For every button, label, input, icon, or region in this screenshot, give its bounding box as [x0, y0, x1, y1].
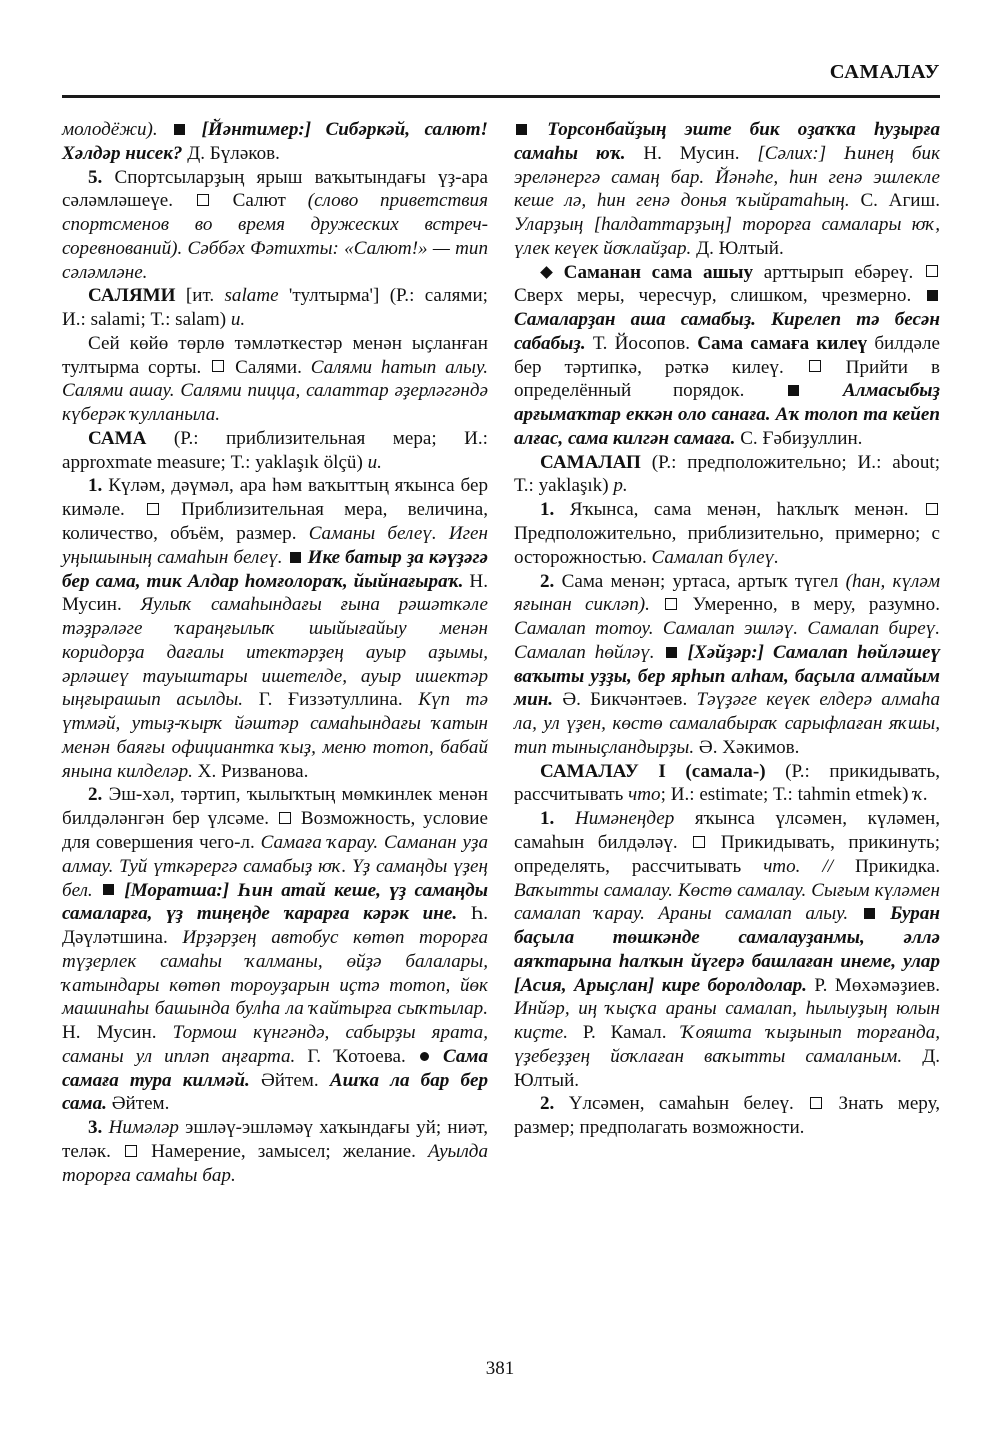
filled-square-marker-icon	[174, 124, 185, 135]
samalap-sense-2	[514, 570, 940, 760]
idiom-definition: билдәле бер тәртипкә, рәткә килеү.	[514, 332, 940, 378]
citation-source: Н. Мусин.	[62, 1022, 157, 1044]
citation-source: Д. Юлтый.	[514, 1045, 940, 1091]
sense-russian-gloss-italic: что.	[763, 855, 801, 877]
entry-samalap	[514, 451, 940, 499]
sense-examples: Саманы белеү. Иген уңышының самаһын белеү.	[62, 523, 489, 568]
examples: Салями һатып алыу. Салями ашау. Салями пицца, салаттар әҙерләгәндә күберәк ҡулланыла.	[62, 356, 489, 426]
sense-definition: эшләү-эшләмәү хаҡындағы уй; ниәт, теләк.	[62, 1117, 488, 1162]
sense-russian-gloss-paren: (слово приветствия спортсменов во время дружеских встреч-соревнований).	[62, 190, 488, 259]
sense-number: 2.	[540, 1093, 555, 1115]
open-square-marker-icon	[926, 503, 938, 515]
citation-text: Яулыҡ самаһындағы ғына рәшәткәле тәҙрәләге ҡараңғылыҡ шыйығайыу менән коридорҙа дағалы итектәрҙең ауыр аҙымы, әрләшеү тауыштары ишетелде, ауыр ишектәр ыңғырашып асылды.	[62, 594, 488, 711]
open-square-marker-icon	[147, 503, 159, 515]
idiom-phrase: Саманан сама ашыу	[563, 261, 754, 283]
sense-definition: Эш-хәл, тәртип, ҡылыҡтың мөмкинлек менән билдәләнгән бер үлсәме.	[62, 784, 488, 830]
sense-5-paragraph	[62, 166, 488, 285]
open-square-marker-icon	[693, 836, 705, 848]
citation-text: Күп тә үтмәй, утыҙ-ҡырҡ йәштәр самаһындағы ҡатын менән баяғы официантка ҡыҙ, меню тотоп, бабай янына килделәр.	[62, 689, 488, 782]
russian-gloss: Салями.	[235, 356, 302, 378]
equivalents: (Р.: приблизительная мера; И.: approxmate measure; Т.: yaklaşık ölçü)	[62, 427, 488, 473]
open-square-marker-icon	[212, 360, 224, 372]
carryover-citation-text: [Йәнтимер:] Сибәркәй, салют! Хәлдәр нисек?	[62, 119, 488, 164]
carryover-citation-source: Д. Бүләков.	[187, 142, 280, 164]
citation-source: Р. Камал.	[582, 1022, 667, 1044]
salyami-body	[62, 332, 488, 427]
proverb-source: Әйтем.	[111, 1093, 170, 1115]
carryover-gloss-tail: молодёжи).	[62, 119, 158, 140]
sense-examples: Самалап бүлеү.	[651, 546, 779, 568]
filled-square-marker-icon	[516, 124, 527, 135]
citation-text: [Моратша:] Һин атай кеше, үҙ самаңды самаларға, үҙ тиңеңде ҡарарға кәрәк ине.	[62, 879, 488, 925]
filled-square-marker-icon	[103, 884, 114, 895]
citation-text: Торсонбайҙың эште бик оҙаҡҡа һуҙырға самаһы юҡ.	[514, 119, 940, 164]
idiom-citation-source: С. Ғәбиҙуллин.	[740, 427, 863, 449]
sense-definition: Яҡынса, сама менән, һаҡлыҡ менән.	[569, 499, 909, 521]
sense-examples: Ауылда торорға самаһы бар.	[62, 1140, 489, 1186]
header-rule	[62, 95, 940, 98]
sense-examples: Самалап тотоу. Самалап эшләү. Самалап биреү. Самалап һөйләү.	[514, 618, 940, 663]
bullet-dot-marker-icon	[420, 1052, 429, 1061]
sense-definition-italic: Нимәнеңдер	[574, 808, 675, 830]
equivalents-italic: что	[628, 784, 661, 806]
left-column	[62, 118, 488, 1333]
idiom-russian-gloss: Прийти в определённый порядок.	[514, 356, 940, 402]
entry-sama	[62, 427, 488, 475]
citation-source: Н. Мусин.	[643, 142, 740, 164]
citation-source: Х. Ризванова.	[197, 760, 309, 782]
proverb-text: Ашҡа ла бар бер сама.	[62, 1069, 489, 1115]
sense-definition-paren: (һан, күләм яғынан сикләп).	[514, 570, 941, 616]
definition: Сей көйө төрлө тәмләткестәр менән ыҫланған тултырма сорты.	[62, 332, 488, 378]
citation-text: Ике батыр ҙа кәүҙәгә бер сама, тик Алдар һомғолораҡ, йыйнағыраҡ.	[62, 546, 488, 592]
etymology-source-word: salame	[224, 285, 279, 307]
part-of-speech: ҡ.	[913, 784, 929, 806]
samalap-sense-1	[514, 498, 940, 569]
headword: САЛЯМИ	[88, 285, 176, 307]
sense-definition: Сама менән; уртаса, артыҡ түгел	[561, 570, 839, 592]
headword: САМАЛАУ I	[540, 760, 666, 782]
citation-text: [Сәлих:] Һинең бик эреләнергә самаң бар. Йәнәһе, һин генә эшлекле кеше лә, һин генә донья ҡыйратаһың.	[514, 142, 941, 212]
sama-sense-3	[62, 1116, 488, 1187]
filled-square-marker-icon	[788, 385, 799, 396]
headword: САМА	[88, 427, 147, 449]
sense-definition: Күләм, дәүмәл, ара һәм ваҡыттың яҡынса бер кимәле.	[62, 475, 489, 521]
sense-definition: яҡынса үлсәмен, күләмен, самаһын билдәләү.	[514, 808, 940, 853]
idiom-citation-text: Самаларҙан аша самабыҙ. Кирелеп тә бесән сабабыҙ.	[514, 309, 940, 354]
open-square-marker-icon	[810, 1097, 822, 1109]
idiom-citation-text: Алмасыбыҙ арғымаҡтар еккән оло санаға. Аҡ толоп та кейеп алғас, сама килгән самаға.	[514, 380, 940, 449]
proverb-text: Сама самаға тура килмәй.	[62, 1045, 489, 1091]
citation-text: Ирҙәрҙең автобус көтөп торорға түҙерлек самаһы ҡалманы, өйҙә балалары, ҡатындары көтөп тороуҙарын иҫтә тотоп, йөк машинаһы башында булһа ла ҡайтырға сыҡтылар.	[62, 927, 489, 1020]
citation-source: С. Агиш.	[860, 190, 940, 212]
citation-text: Инйәр, иң ҡыҫҡа араны самалап, һылыуҙың юлын киҫте.	[514, 998, 940, 1044]
citation-source: Г. Ҡотоева.	[307, 1045, 406, 1067]
open-square-marker-icon	[926, 265, 938, 277]
sense-russian-gloss: Возможность, условие для совершения чего-л.	[62, 808, 488, 853]
open-square-marker-icon	[809, 360, 821, 372]
idiom-phrase: Сама самаға килеү	[697, 332, 868, 354]
sama-sense-2	[62, 783, 488, 1116]
citation-source: Н. Мусин.	[62, 570, 488, 616]
filled-square-marker-icon	[927, 290, 938, 301]
citation-source: Д. Юлтый.	[696, 237, 784, 259]
sense-number: 1.	[540, 808, 555, 830]
citation-text: Тәүҙәге кеүек елдерә алмаһа ла, ул үҙен, көстө самалабыраҡ сарыфлаған яҡшы, тип тыныҫландырҙы.	[514, 689, 940, 758]
samalau-sense-1: 1. Нимәнеңдер яҡынса үлсәмен, күләмен, самаһын билдәләү. Прикидывать, прикинуть; определять, рассчитывать что. // Прикидка. Ваҡытты самалау. Көстө самалау. Сығым күләмен самалап ҡарау. Араны самалап алыу. Буран баҫыла төшкәнде самалауҙанмы, әллә аяҡтарына һалҡын йүгерә башлаған инеме, улар [Асия, Арыҫлан] кире боролдолар. Р. Мөхәмәҙиев. Инйәр, иң ҡыҫҡа араны самалап, һылыуҙың юлын киҫте. Р. Камал. Ҡояшта ҡыҙынып торғанда, үҙебеҙҙең йоҡлаған ваҡытты самаланым. Д. Юлтый.	[514, 808, 941, 1091]
sense-number: 2.	[88, 784, 103, 806]
diamond-marker-icon	[540, 266, 553, 279]
right-column	[514, 118, 940, 1333]
open-square-marker-icon	[665, 598, 677, 610]
citation-source: Г. Ғиззәтуллина.	[258, 689, 403, 711]
filled-square-marker-icon	[290, 552, 301, 563]
sama-sense-1	[62, 474, 488, 783]
sense-russian-gloss: Приблизительная мера, величина, количество, объём, размер.	[62, 499, 488, 545]
citation-text: Уларҙың [һалдаттарҙың] торорға самалары юҡ, үлек кеүек йоҡлайҙар.	[514, 214, 940, 259]
citation-text: Тормош күнгәндә, сабырҙы ярата, саманы ул ипләп аңғарта.	[62, 1022, 488, 1067]
entry-samalau-1: САМАЛАУ I (самала-) (Р.: прикидывать, рассчитывать что; И.: estimate; Т.: tahmin etmek) ҡ.	[514, 760, 940, 806]
sense-russian-gloss: Намерение, замысел; желание.	[151, 1140, 416, 1162]
sense-number: 1.	[540, 499, 555, 521]
citation-text: Ҡояшта ҡыҙынып торғанда, үҙебеҙҙең йоҡлаған ваҡытты самаланым.	[514, 1022, 941, 1067]
open-square-marker-icon	[125, 1145, 137, 1157]
sense-russian-gloss: Предположительно, приблизительно, примерно; с осторожностью.	[514, 523, 940, 568]
sense-number: 2.	[540, 570, 555, 592]
sense-definition: Үлсәмен, самаһын белеү.	[568, 1093, 794, 1115]
idiom-citation-source: Т. Йосопов.	[592, 332, 690, 354]
running-head: САМАЛАУ	[829, 61, 940, 83]
carryover-paragraph	[62, 118, 488, 166]
citation-source: Һ. Дәүләтшина.	[62, 903, 488, 949]
headword: САМАЛАП	[540, 451, 641, 473]
sense-definition-italic: Нимәләр	[108, 1117, 179, 1139]
equivalents: (Р.: предположительно; И.: about; Т.: yaklaşık)	[514, 451, 940, 497]
sense-examples: Ваҡытты самалау. Көстө самалау. Сығым күләмен самалап ҡарау. Араны самалап алыу.	[514, 879, 940, 925]
open-square-marker-icon	[279, 812, 291, 824]
sense-number: 3.	[88, 1117, 103, 1139]
idiom-samanan-sama-ashyu	[514, 261, 940, 451]
part-of-speech: и.	[367, 451, 382, 473]
page-number: 381	[485, 1358, 515, 1379]
sense-definition: Спортсыларҙың ярыш ваҡытындағы үҙ-ара сәләмләшеүе.	[62, 166, 488, 212]
citation-source: Ә. Бикчәнтәев.	[562, 689, 688, 711]
sense-examples: Самаға ҡарау. Саманан уҙа алмау. Туй үткәрергә самабыҙ юҡ. Үҙ самаңды үҙең бел.	[62, 831, 488, 901]
part-of-speech: и.	[230, 309, 246, 331]
sense-russian-gloss: Салют	[232, 190, 286, 212]
filled-square-marker-icon	[666, 647, 677, 658]
sama-continued-citations	[514, 118, 940, 261]
proverb-source: Әйтем.	[260, 1069, 319, 1091]
sense-russian-gloss: Умеренно, в меру, разумно.	[692, 594, 940, 616]
samalau-sense-2	[514, 1092, 940, 1140]
idiom-russian-gloss: Сверх меры, чересчур, слишком, чрезмерно.	[514, 285, 912, 307]
idiom-definition: арттырып ебәреү.	[763, 261, 914, 283]
sense-number: 1.	[88, 475, 103, 497]
citation-text: Буран баҫыла төшкәнде самалауҙанмы, әллә аяҡтарына һалҡын йүгерә башлаған инеме, улар [Асия, Арыҫлан] кире боролдолар.	[514, 903, 940, 996]
sense-russian-gloss: Знать меру, размер; предполагать возможности.	[514, 1093, 941, 1139]
headword-variant: (самала-)	[685, 760, 766, 782]
sense-example: Сәббәх Фәтихты: «Салют!» — тип сәләмләне.	[62, 237, 488, 283]
equivalents: (Р.: салями; И.: salami; Т.: salam)	[62, 285, 488, 331]
part-of-speech: р.	[613, 475, 628, 497]
sense-number: 5.	[88, 166, 103, 188]
citation-text: [Хәйҙәр:] Самалап һөйләшеү ваҡыты уҙҙы, бер ярһып алһам, баҫыла алмайым мин.	[514, 641, 940, 711]
filled-square-marker-icon	[864, 908, 875, 919]
entry-salyami: САЛЯМИ [ит. salame 'тултырма'] (Р.: салями; И.: salami; Т.: salam) и.	[62, 285, 488, 331]
citation-source: Ә. Хәкимов.	[698, 736, 800, 758]
citation-source: Р. Мөхәмәҙиев.	[814, 974, 941, 996]
column-container	[62, 118, 940, 1333]
open-square-marker-icon	[197, 194, 209, 206]
